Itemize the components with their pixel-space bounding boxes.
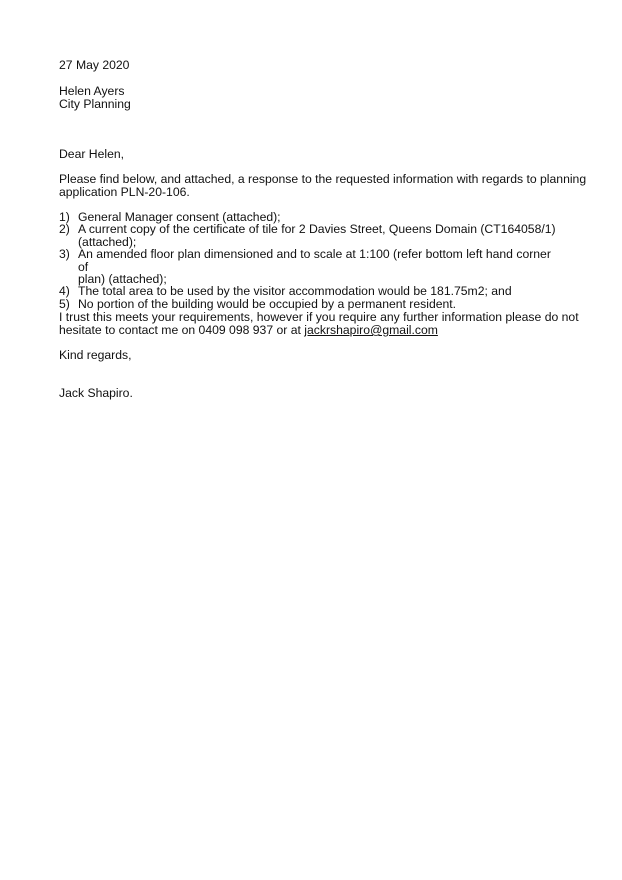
list-number: 5) <box>59 296 70 311</box>
signature: Jack Shapiro. <box>59 386 133 400</box>
intro-line-2: application PLN-20-106. <box>59 185 190 199</box>
list-item <box>59 223 559 248</box>
list-text-continued: plan) (attached); <box>78 272 167 287</box>
list-item <box>59 285 559 297</box>
contact-text: hesitate to contact me on 0409 098 937 or at <box>59 323 305 337</box>
list-text: No portion of the building would be occupied by a permanent resident. <box>78 296 457 311</box>
list-number: 1) <box>59 210 70 224</box>
closing-line-1: I trust this meets your requirements, however if you require any further information please do not <box>59 310 579 324</box>
signoff: Kind regards, <box>59 348 132 362</box>
response-list <box>59 211 559 310</box>
recipient-name: Helen Ayers <box>59 84 125 98</box>
letter-date: 27 May 2020 <box>59 58 130 72</box>
salutation: Dear Helen, <box>59 147 125 161</box>
recipient-org: City Planning <box>59 97 131 111</box>
closing-line-2 <box>59 323 438 337</box>
intro-line-1: Please find below, and attached, a response to the requested information with regards to planning <box>59 172 587 186</box>
list-text: General Manager consent (attached); <box>78 210 281 224</box>
list-number: 3) <box>59 247 70 262</box>
list-text-continued: (attached); <box>78 234 137 249</box>
list-item <box>59 298 559 310</box>
list-text: An amended floor plan dimensioned and to scale at 1:100 (refer bottom left hand corner of <box>78 247 551 274</box>
email-link[interactable]: jackrshapiro@gmail.com <box>304 323 438 337</box>
list-text: The total area to be used by the visitor accommodation would be 181.75m2; and <box>78 284 512 299</box>
list-number: 4) <box>59 284 70 299</box>
list-text: A current copy of the certificate of tile for 2 Davies Street, Queens Domain (CT164058/1) <box>78 222 556 237</box>
list-number: 2) <box>59 222 70 237</box>
list-item <box>59 248 559 285</box>
